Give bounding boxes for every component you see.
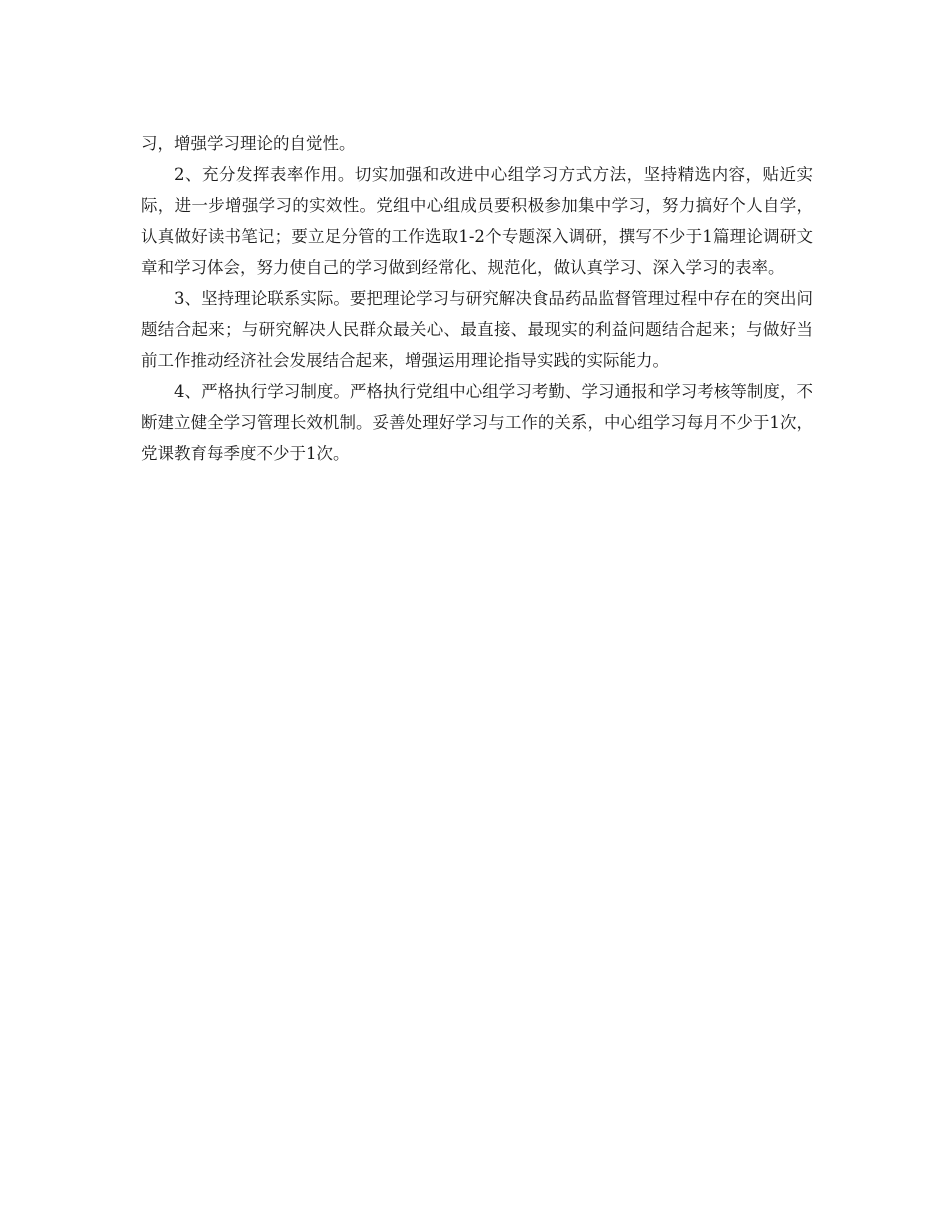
paragraph-item-2: 2、充分发挥表率作用。切实加强和改进中心组学习方式方法，坚持精选内容，贴近实际，进一步增强学习的实效性。党组中心组成员要积极参加集中学习，努力搞好个人自学，认真做好读书笔记；要立足分管的工作选取1-2个专题深入调研，撰写不少于1篇理论调研文章和学习体会，努力使自己的学习做到经常化、规范化，做认真学习、深入学习的表率。 [141,165,813,277]
document-body [141,128,813,469]
paragraph-item-4: 4、严格执行学习制度。严格执行党组中心组学习考勤、学习通报和学习考核等制度，不断建立健全学习管理长效机制。妥善处理好学习与工作的关系，中心组学习每月不少于1次，党课教育每季度不少于1次。 [141,382,813,463]
paragraph-item-3: 3、坚持理论联系实际。要把理论学习与研究解决食品药品监督管理过程中存在的突出问题结合起来；与研究解决人民群众最关心、最直接、最现实的利益问题结合起来；与做好当前工作推动经济社会发展结合起来，增强运用理论指导实践的实际能力。 [141,289,813,370]
paragraph-continuation: 习，增强学习理论的自觉性。 [141,134,356,153]
